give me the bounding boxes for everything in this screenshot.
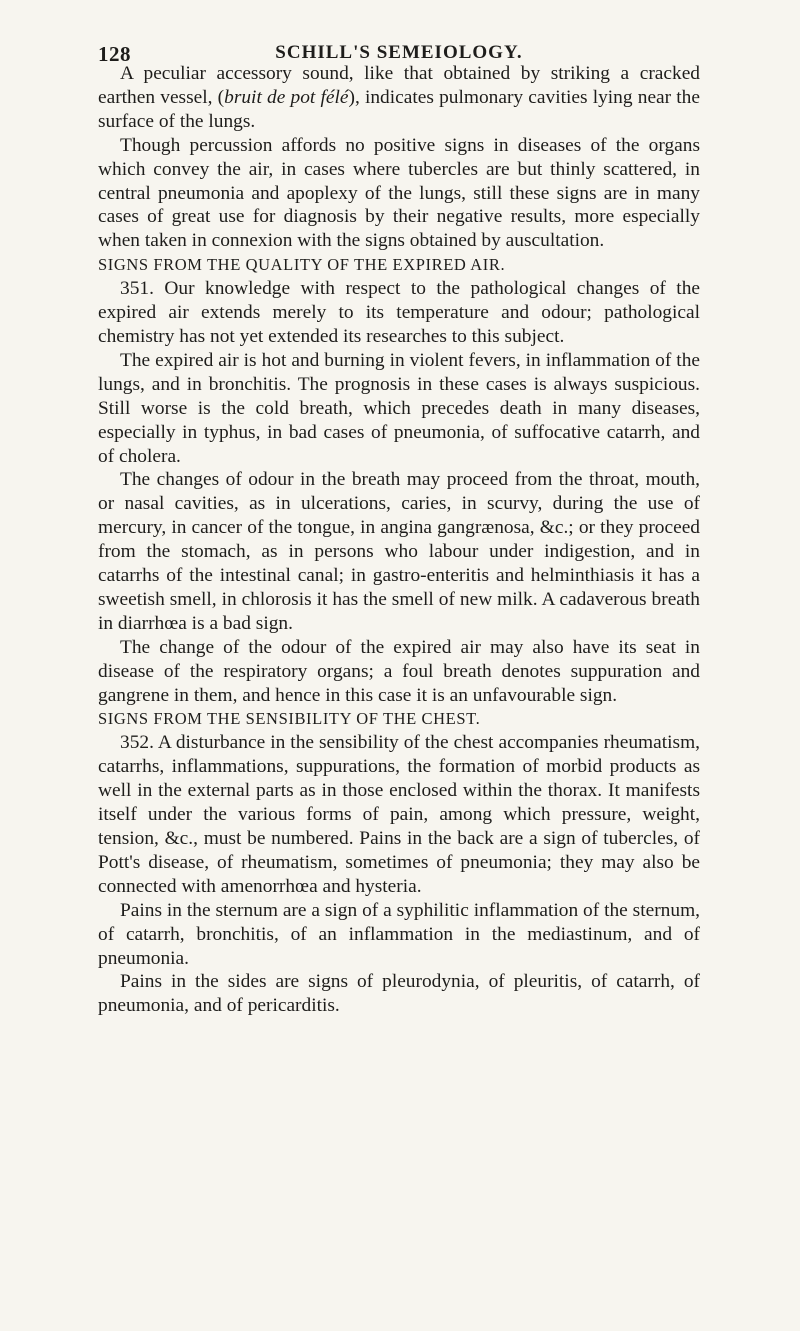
body-text [98,62,700,1018]
paragraph: Though percussion affords no positive signs in diseases of the organs which convey the air, in cases where tubercles are but thinly scattered, in central pneumonia and apoplexy of the lungs, still these signs are in many cases of great use for diagnosis by their negative results, more especially when taken in connexion with the signs obtained by auscultation. [98,134,700,252]
paragraph: The change of the odour of the expired air may also have its seat in disease of the respiratory organs; a foul breath denotes suppuration and gangrene in them, and hence in this case it is an unfavourable sign. [98,636,700,706]
running-head: SCHILL'S SEMEIOLOGY. [275,42,523,63]
page-header [98,18,700,66]
page-number: 128 [98,42,131,66]
paragraph: Pains in the sides are signs of pleurodynia, of pleuritis, of catarrh, of pneumonia, and of pericarditis. [98,971,700,1017]
paragraph: 351. Our knowledge with respect to the pathological changes of the expired air extends merely to its temperature and odour; pathological chemistry has not yet extended its researches to this subject. [98,278,700,347]
paragraph: The expired air is hot and burning in violent fevers, in inflammation of the lungs, and in bronchitis. The prognosis in these cases is always suspicious. Still worse is the cold breath, which precedes death in many diseases, especially in typhus, in bad cases of pneumonia, of suffocative catarrh, and of cholera. [98,349,700,467]
section-heading: SIGNS FROM THE SENSIBILITY OF THE CHEST. [98,709,481,729]
paragraph-text: A peculiar accessory sound, like that obtained by striking a cracked earthen vessel, ( [98,63,700,108]
paragraph: The changes of odour in the breath may proceed from the throat, mouth, or nasal cavities, as in ulcerations, caries, in scurvy, during the use of mercury, in cancer of the tongue, in angina gangrænosa, &c.; or they proceed from the stomach, as in persons who labour under indigestion, and in catarrhs of the intestinal canal; in gastro-enteritis and helminthiasis it has a sweetish smell, in chlorosis it has the smell of new milk. A cadaverous breath in diarrhœa is a bad sign. [98,469,700,634]
section-heading: SIGNS FROM THE QUALITY OF THE EXPIRED AIR. [98,255,506,275]
italic-phrase: bruit de pot félé [224,86,349,108]
paragraph: 352. A disturbance in the sensibility of the chest accompanies rheumatism, catarrhs, inflammations, suppurations, the formation of morbid products as well in the external parts as in those enclosed within the thorax. It manifests itself under the various forms of pain, among which pressure, weight, tension, &c., must be numbered. Pains in the back are a sign of tubercles, of Pott's disease, of rheumatism, sometimes of pneumonia; they may also be connected with amenorrhœa and hysteria. [98,732,700,897]
paragraph: Pains in the sternum are a sign of a syphilitic inflammation of the sternum, of catarrh, bronchitis, of an inflammation in the mediastinum, and of pneumonia. [98,899,700,969]
paragraph-text: ), indicates pulmonary cavities lying near the surface of the lungs. [98,86,700,132]
paragraph [98,62,700,134]
